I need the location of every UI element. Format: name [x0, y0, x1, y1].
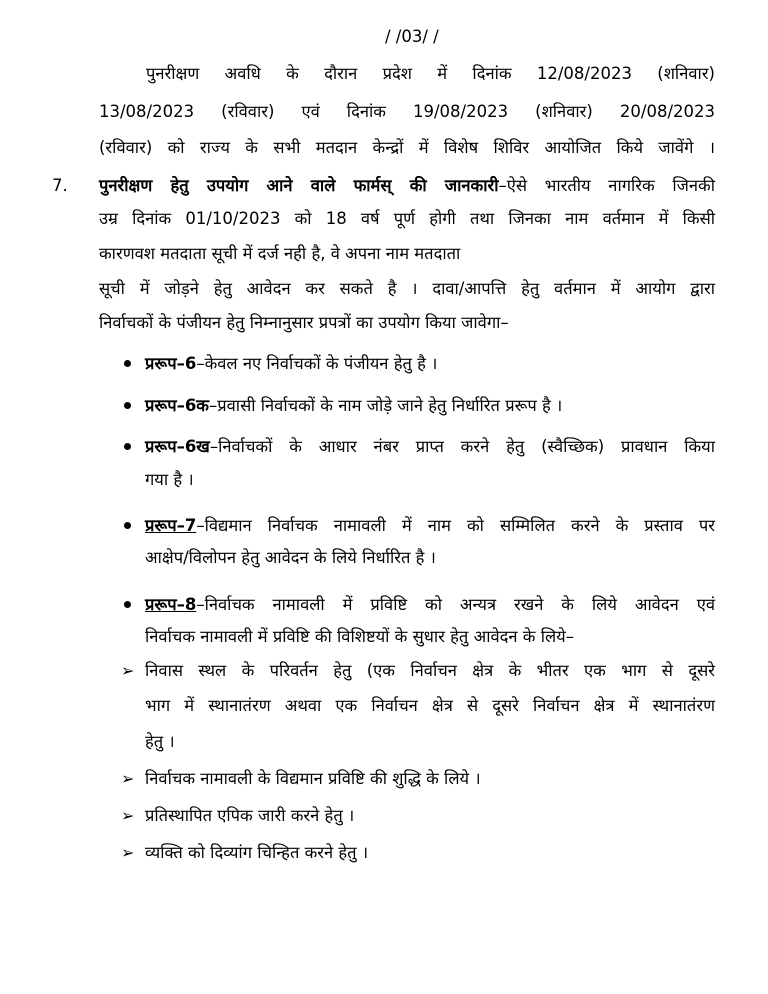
- arrowhead-icon: ➢: [121, 843, 135, 862]
- bullet-item-4: [145, 515, 715, 537]
- bullet-item-5-cont: निर्वाचक नामावली में प्रविष्टि की विशिष्टयों के सुधार हेतु आवेदन के लिये–: [145, 627, 574, 646]
- bullet-icon: [124, 522, 131, 529]
- section-7-line-1: [99, 175, 715, 197]
- section-7-line-3: कारणवश मतदाता सूची में दर्ज नही है, वे अपना नाम मतदाता: [99, 244, 461, 263]
- bullet-text: –प्रवासी निर्वाचकों के नाम जोड़े जाने हेतु निर्धारित प्ररूप है ।: [208, 396, 563, 415]
- form-label: प्ररूप–6क: [145, 396, 209, 415]
- bullet-text: –निर्वाचकों के आधार नंबर प्राप्त करने हेतु (स्वैच्छिक) प्रावधान किया: [209, 437, 715, 456]
- form-label: प्ररूप–8: [145, 595, 197, 614]
- form-label: प्ररूप–7: [145, 516, 197, 535]
- section-7-line-2: उम्र दिनांक 01/10/2023 को 18 वर्ष पूर्ण होगी तथा जिनका नाम वर्तमान में किसी: [99, 209, 715, 228]
- arrowhead-icon: ➢: [121, 769, 135, 788]
- bullet-icon: [124, 402, 131, 409]
- arrow-item-1-line-2: भाग में स्थानातंरण अथवा एक निर्वाचन क्षेत्र से दूसरे निर्वाचन क्षेत्र में स्थानातंरण: [145, 696, 715, 715]
- page-number: / /03/ /: [385, 27, 439, 46]
- arrowhead-icon: ➢: [121, 661, 135, 680]
- arrow-item-4: व्यक्ति को दिव्यांग चिन्हित करने हेतु ।: [145, 843, 369, 862]
- arrow-item-1-line-3: हेतु ।: [145, 732, 175, 751]
- bullet-item-3: [145, 436, 715, 458]
- bullet-icon: [124, 601, 131, 608]
- arrow-item-3: प्रतिस्थापित एपिक जारी करने हेतु ।: [145, 806, 355, 825]
- bullet-text: –विद्यमान निर्वाचक नामावली में नाम को सम्मिलित करने के प्रस्ताव पर: [196, 516, 715, 535]
- arrow-item-2: निर्वाचक नामावली के विद्यमान प्रविष्टि की शुद्धि के लिये ।: [145, 769, 481, 788]
- bullet-icon: [124, 360, 131, 367]
- form-label: प्ररूप–6: [145, 354, 197, 373]
- section-7-line-4: सूची में जोड़ने हेतु आवेदन कर सकते है । दावा/आपत्ति हेतु वर्तमान में आयोग द्वारा: [99, 279, 715, 298]
- arrow-item-1: निवास स्थल के परिवर्तन हेतु (एक निर्वाचन क्षेत्र के भीतर एक भाग से दूसरे: [145, 661, 715, 680]
- intro-line-1: पुनरीक्षण अवधि के दौरान प्रदेश में दिनांक 12/08/2023 (शनिवार): [146, 64, 715, 83]
- form-label: प्ररूप–6ख: [145, 437, 210, 456]
- section-number: 7.: [52, 176, 68, 195]
- bullet-item-4-cont: आक्षेप/विलोपन हेतु आवेदन के लिये निर्धारित है ।: [145, 548, 436, 567]
- bullet-item-3-cont: गया है ।: [145, 470, 194, 489]
- section-7-heading: पुनरीक्षण हेतु उपयोग आने वाले फार्मस् की जानकारी: [99, 176, 499, 195]
- bullet-text: –निर्वाचक नामावली में प्रविष्टि को अन्यत्र रखने के लिये आवेदन एवं: [196, 595, 715, 614]
- intro-line-3: (रविवार) को राज्य के सभी मतदान केन्द्रों में विशेष शिविर आयोजित किये जावेंगे ।: [99, 138, 715, 157]
- bullet-item-5: [145, 594, 715, 616]
- bullet-text: –केवल नए निर्वाचकों के पंजीयन हेतु है ।: [196, 354, 438, 373]
- bullet-icon: [124, 443, 131, 450]
- arrowhead-icon: ➢: [121, 806, 135, 825]
- bullet-item-2: [145, 395, 562, 417]
- section-7-line-5: निर्वाचकों के पंजीयन हेतु निम्नानुसार प्रपत्रों का उपयोग किया जावेगा–: [99, 313, 509, 332]
- section-7-line-1-rest: –ऐसे भारतीय नागरिक जिनकी: [498, 176, 715, 195]
- bullet-item-1: [145, 353, 437, 375]
- intro-line-2: 13/08/2023 (रविवार) एवं दिनांक 19/08/2023 (शनिवार) 20/08/2023: [99, 102, 715, 121]
